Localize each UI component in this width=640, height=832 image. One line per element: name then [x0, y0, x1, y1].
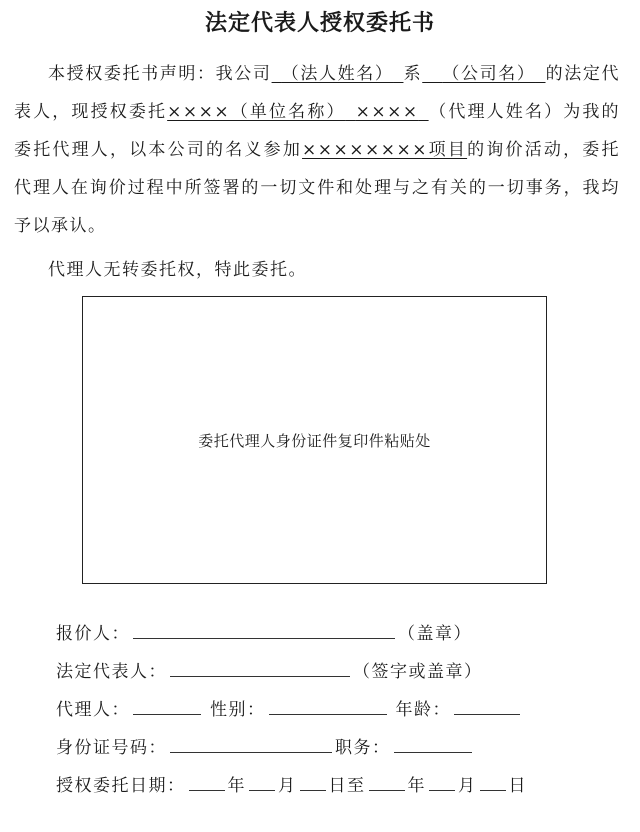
end-day-input[interactable]: [480, 768, 506, 791]
declaration-text-2: 系: [403, 64, 423, 84]
day2-label: 日: [508, 776, 527, 796]
gender-input[interactable]: [269, 692, 387, 715]
legal-rep-label: 法定代表人：: [56, 662, 167, 682]
declaration-text-1: 本授权委托书声明：我公司: [48, 64, 272, 84]
end-month-input[interactable]: [429, 768, 455, 791]
unit-name-field[interactable]: ××××（单位名称）: [167, 102, 346, 122]
id-number-label: 身份证号码：: [56, 738, 167, 758]
no-transfer-statement: 代理人无转委托权，特此委托。: [48, 260, 307, 280]
bidder-seal-note: （盖章）: [398, 624, 472, 644]
gender-label: 性别：: [210, 700, 266, 720]
bidder-input[interactable]: [133, 616, 395, 639]
end-year-input[interactable]: [369, 768, 405, 791]
company-name-field[interactable]: （公司名）: [442, 64, 536, 84]
project-name-field[interactable]: ××××××××项目: [302, 140, 468, 160]
age-label: 年龄：: [395, 700, 451, 720]
document-title: 法定代表人授权委托书: [204, 11, 435, 36]
month2-label: 月: [458, 776, 477, 796]
year2-label: 年: [407, 776, 426, 796]
legal-rep-input[interactable]: [170, 654, 350, 677]
agent-input[interactable]: [133, 692, 201, 715]
declaration-text-4: （代理人姓名）为我的委托代理人，以本公司的名义参加: [14, 102, 621, 160]
start-month-input[interactable]: [249, 768, 275, 791]
agent-name-field[interactable]: ××××: [355, 102, 419, 122]
year-label: 年: [227, 776, 246, 796]
id-number-row: [56, 729, 626, 767]
age-input[interactable]: [454, 692, 520, 715]
legal-name-field[interactable]: （法人姓名）: [281, 64, 394, 84]
bidder-row: [56, 615, 626, 653]
declaration-paragraph: [14, 55, 620, 245]
position-input[interactable]: [394, 730, 472, 753]
start-year-input[interactable]: [189, 768, 225, 791]
agent-row: [56, 691, 626, 729]
id-number-input[interactable]: [170, 730, 332, 753]
declaration-text-5: 的询价活动，委托代理人在询价过程中所签署的一切文件和处理与之有关的一切事务，我均予以承认。: [14, 140, 621, 236]
declaration-text-3: 的法定代表人，现授权委托: [14, 64, 621, 122]
id-copy-box-label: 委托代理人身份证件复印件粘贴处: [198, 431, 431, 450]
position-label: 职务：: [335, 738, 391, 758]
signature-form: [56, 615, 626, 805]
date-row: [56, 767, 626, 805]
month-label: 月: [278, 776, 297, 796]
agent-label: 代理人：: [56, 700, 130, 720]
day-to-label: 日至: [328, 776, 366, 796]
start-day-input[interactable]: [300, 768, 326, 791]
date-label: 授权委托日期：: [56, 776, 186, 796]
legal-rep-note: （签字或盖章）: [353, 662, 483, 682]
bidder-label: 报价人：: [56, 624, 130, 644]
legal-rep-row: [56, 653, 626, 691]
id-copy-box: [82, 296, 547, 584]
